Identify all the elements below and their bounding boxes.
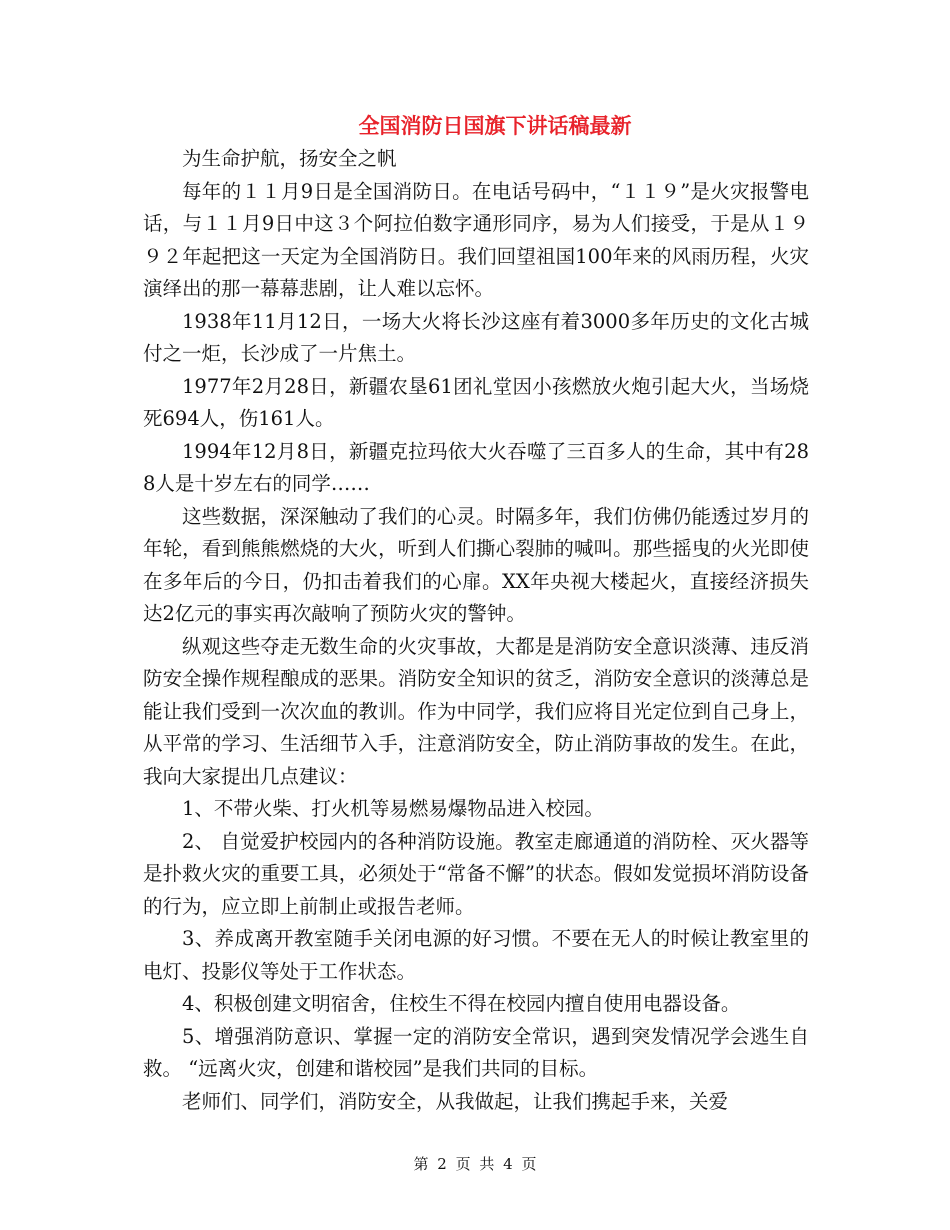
body-paragraph: 1938年11月12日，一场大火将长沙这座有着3000多年历史的文化古城付之一炬，长沙成了一片焦土。 [143, 309, 809, 365]
body-paragraph: 这些数据，深深触动了我们的心灵。时隔多年，我们仿佛仍能透过岁月的年轮，看到熊熊燃烧的大火，听到人们撕心裂肺的喊叫。那些摇曳的火光即使在多年后的今日，仍扣击着我们的心扉。XX年央视大楼起火，直接经济损失达2亿元的事实再次敲响了预防火灾的警钟。 [143, 504, 809, 625]
body-paragraph: 纵观这些夺走无数生命的火灾事故，大都是是消防安全意识淡薄、违反消防安全操作规程酿成的恶果。消防安全知识的贫乏，消防安全意识的淡薄总是能让我们受到一次次血的教训。作为中同学，我们应将目光定位到自己身上，从平常的学习、生活细节入手，注意消防安全，防止消防事故的发生。在此，我向大家提出几点建议： [143, 634, 809, 788]
document-title: 全国消防日国旗下讲话稿最新 [358, 114, 632, 138]
subtitle-paragraph: 为生命护航，扬安全之帆 [182, 147, 397, 170]
suggestion-item: 2、 自觉爱护校园内的各种消防设施。教室走廊通道的消防栓、灭火器等是扑救火灾的重要工具，必须处于“常备不懈”的状态。假如发觉损坏消防设备的行为，应立即上前制止或报告老师。 [143, 829, 809, 918]
suggestion-item: 1、不带火柴、打火机等易燃易爆物品进入校园。 [182, 797, 604, 820]
suggestion-item: 5、增强消防意识、掌握一定的消防安全常识，遇到突发情况学会逃生自救。 “远离火灾，创建和谐校园”是我们共同的目标。 [143, 1024, 809, 1080]
page-number-footer: 第 2 页 共 4 页 [413, 1155, 537, 1173]
suggestion-item: 4、积极创建文明宿舍，住校生不得在校园内擅自使用电器设备。 [182, 992, 741, 1015]
body-paragraph: 每年的１１月9日是全国消防日。在电话号码中，“１１９”是火灾报警电话，与１１月9日中这３个阿拉伯数字通形同序，易为人们接受，于是从１９９２年起把这一天定为全国消防日。我们回望祖国100年来的风雨历程，火灾演绎出的那一幕幕悲剧，让人难以忘怀。 [143, 179, 809, 300]
body-paragraph: 1977年2月28日，新疆农垦61团礼堂因小孩燃放火炮引起大火，当场烧死694人，伤161人。 [143, 374, 809, 430]
body-paragraph: 老师们、同学们，消防安全，从我做起，让我们携起手来，关爱 [182, 1089, 729, 1113]
body-paragraph: 1994年12月8日，新疆克拉玛依大火吞噬了三百多人的生命，其中有288人是十岁左右的同学…… [143, 439, 809, 495]
document-body [143, 143, 809, 1118]
suggestion-item: 3、养成离开教室随手关闭电源的好习惯。不要在无人的时候让教室里的电灯、投影仪等处于工作状态。 [143, 927, 809, 983]
